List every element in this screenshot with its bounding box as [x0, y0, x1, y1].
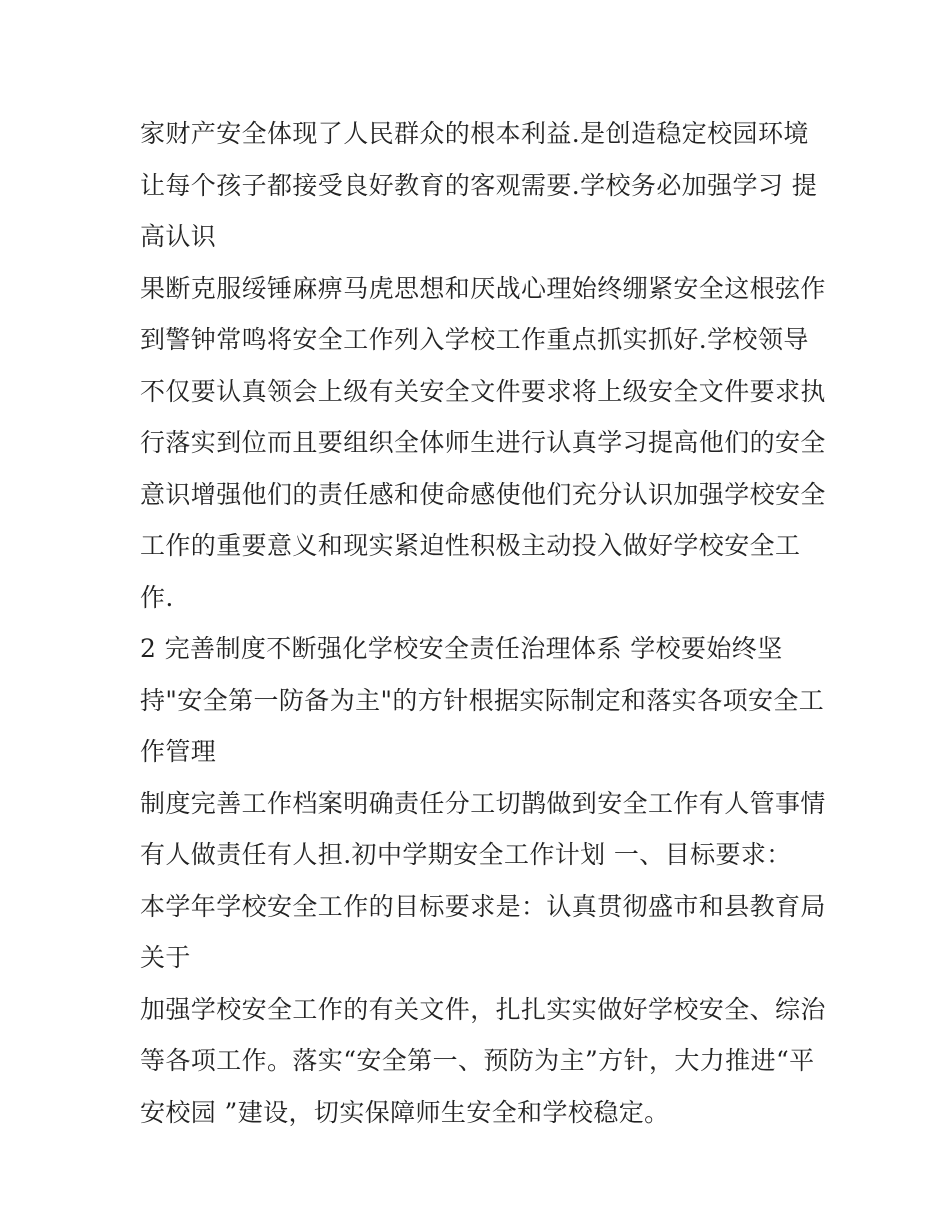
text-line: 加强学校安全工作的有关文件，扎扎实实做好学校安全、综治	[140, 994, 826, 1024]
text-line: 果断克服绥锤麻痹马虎思想和厌战心理始终绷紧安全这根弦作	[140, 273, 826, 303]
text-line: 关于	[140, 943, 191, 972]
text-line: 作.	[140, 582, 174, 612]
text-line: 家财产安全体现了人民群众的根本利益.是创造稳定校园环境	[140, 119, 809, 148]
text-line: 制度完善工作档案明确责任分工切鹊做到安全工作有人管事情	[140, 788, 826, 818]
text-line: 作管理	[140, 737, 217, 766]
text-line: 行落实到位而且要组织全体师生进行认真学习提高他们的安全	[140, 428, 826, 457]
text-line: 让每个孩子都接受良好教育的客观需要.学校务必加强学习 提	[140, 170, 818, 200]
text-line: 2 完善制度不断强化学校安全责任治理体系 学校要始终坚	[140, 634, 783, 663]
text-line: 本学年学校安全工作的目标要求是：认真贯彻盛市和县教育局	[140, 891, 826, 921]
text-line: 等各项工作。落实“安全第一、预防为主”方针，大力推进“平	[140, 1046, 815, 1075]
text-line: 到警钟常鸣将安全工作列入学校工作重点抓实抓好.学校领导	[140, 325, 809, 354]
text-line: 有人做责任有人担.初中学期安全工作计划 一、目标要求：	[140, 840, 792, 869]
text-line: 高认识	[140, 222, 217, 251]
text-line: 意识增强他们的责任感和使命感使他们充分认识加强学校安全	[140, 479, 826, 509]
text-line: 持"安全第一防备为主"的方针根据实际制定和落实各项安全工	[140, 685, 825, 715]
text-line: 工作的重要意义和现实紧迫性积极主动投入做好学校安全工	[140, 531, 801, 560]
text-line: 不仅要认真领会上级有关安全文件要求将上级安全文件要求执	[140, 376, 826, 406]
document-body	[140, 108, 830, 1138]
text-line: 安校园 ”建设，切实保障师生安全和学校稳定。	[140, 1097, 670, 1127]
